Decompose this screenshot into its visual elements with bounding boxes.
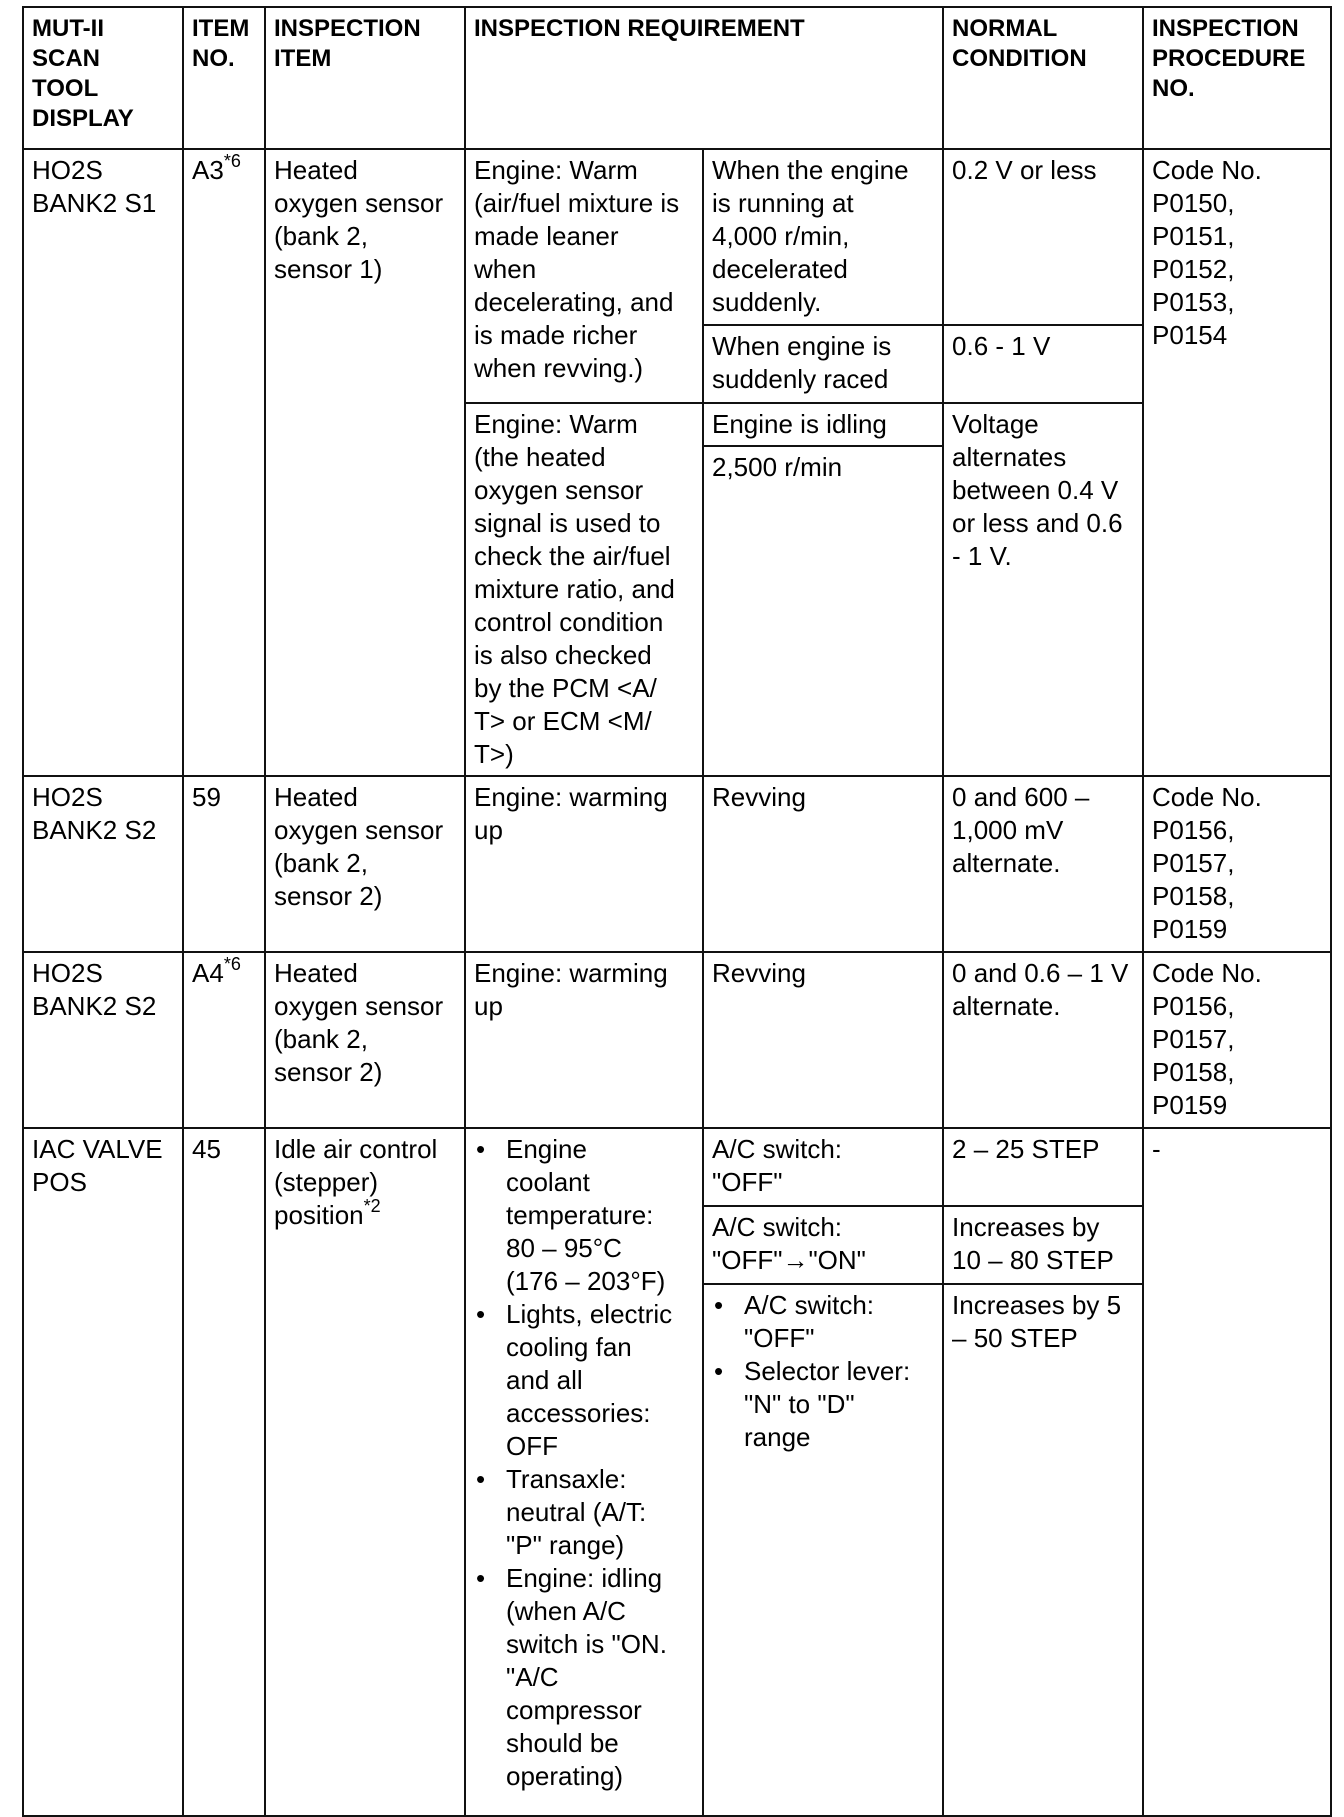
inspection-item-cell: Idle air control (stepper) position$^{*2}$ — [265, 1128, 465, 1816]
header-normal-condition: NORMAL CONDITION — [943, 7, 1143, 149]
header-inspection-requirement: INSPECTION REQUIREMENT — [465, 7, 943, 149]
condition-cell: 2,500 r/min — [703, 446, 943, 776]
normal-condition-cell: 0.6 - 1 V — [943, 325, 1143, 403]
table-row — [23, 1128, 1331, 1206]
item-no-cell: 45 — [183, 1128, 265, 1816]
inspection-requirement-cell: Engine: Warm (the heated oxygen sensor signal is used to check the air/fuel mixture ratio, and control condition is also checked by the PCM <A/ T> or ECM <M/ T>) — [465, 403, 703, 776]
condition-bullet-list — [704, 1289, 934, 1454]
list-item: • Transaxle: neutral (A/T: "P" range) — [506, 1463, 694, 1562]
condition-cell: Revving — [703, 776, 943, 952]
item-no-cell: A4$^{*6}$ — [183, 952, 265, 1128]
list-item: • Selector lever: "N" to "D" range — [744, 1355, 934, 1454]
normal-condition-cell: 0 and 0.6 – 1 V alternate. — [943, 952, 1143, 1128]
inspection-requirement-cell: Engine: warming up — [465, 952, 703, 1128]
list-item: • Engine: idling (when A/C switch is "ON. "A/C compressor should be operating) — [506, 1562, 694, 1793]
table-row — [23, 952, 1331, 1128]
scan-tool-display-cell: HO2S BANK2 S1 — [23, 149, 183, 776]
inspection-item-cell: Heated oxygen sensor (bank 2, sensor 2) — [265, 776, 465, 952]
procedure-cell: - — [1143, 1128, 1331, 1816]
list-item: • Engine coolant temperature: 80 – 95°C (176 – 203°F) — [506, 1133, 694, 1298]
list-item: • Lights, electric cooling fan and all accessories: OFF — [506, 1298, 694, 1463]
header-item-no: ITEM NO. — [183, 7, 265, 149]
header-inspection-procedure: INSPECTION PROCEDURE NO. — [1143, 7, 1331, 149]
procedure-cell: Code No. P0156, P0157, P0158, P0159 — [1143, 776, 1331, 952]
normal-condition-cell: 2 – 25 STEP — [943, 1128, 1143, 1206]
table-row — [23, 149, 1331, 325]
normal-condition-cell: Voltage alternates between 0.4 V or less and 0.6 - 1 V. — [943, 403, 1143, 776]
procedure-cell: Code No. P0150, P0151, P0152, P0153, P0154 — [1143, 149, 1331, 776]
inspection-requirement-cell — [465, 1128, 703, 1816]
condition-cell: When engine is suddenly raced — [703, 325, 943, 403]
inspection-item-cell: Heated oxygen sensor (bank 2, sensor 2) — [265, 952, 465, 1128]
scan-tool-display-cell: HO2S BANK2 S2 — [23, 952, 183, 1128]
scan-tool-display-cell: IAC VALVE POS — [23, 1128, 183, 1816]
procedure-cell: Code No. P0156, P0157, P0158, P0159 — [1143, 952, 1331, 1128]
header-inspection-item: INSPECTION ITEM — [265, 7, 465, 149]
condition-cell — [703, 1284, 943, 1816]
inspection-requirement-cell: Engine: Warm (air/fuel mixture is made leaner when decelerating, and is made richer when revving.) — [465, 149, 703, 403]
item-no-cell: 59 — [183, 776, 265, 952]
normal-condition-cell: Increases by 5 – 50 STEP — [943, 1284, 1143, 1816]
item-no-cell: A3$^{*6}$ — [183, 149, 265, 776]
inspection-table — [22, 6, 1332, 1817]
header-scan-tool-display: MUT-II SCAN TOOL DISPLAY — [23, 7, 183, 149]
condition-cell: When the engine is running at 4,000 r/min, decelerated suddenly. — [703, 149, 943, 325]
condition-cell: A/C switch: "OFF"→"ON" — [703, 1206, 943, 1284]
scan-tool-display-cell: HO2S BANK2 S2 — [23, 776, 183, 952]
list-item: • A/C switch: "OFF" — [744, 1289, 934, 1355]
inspection-item-cell: Heated oxygen sensor (bank 2, sensor 1) — [265, 149, 465, 776]
condition-cell: Revving — [703, 952, 943, 1128]
requirement-bullet-list — [466, 1133, 694, 1793]
condition-cell: Engine is idling — [703, 403, 943, 446]
table-header-row — [23, 7, 1331, 149]
table-row — [23, 776, 1331, 952]
normal-condition-cell: 0.2 V or less — [943, 149, 1143, 325]
inspection-requirement-cell: Engine: warming up — [465, 776, 703, 952]
condition-cell: A/C switch: "OFF" — [703, 1128, 943, 1206]
normal-condition-cell: Increases by 10 – 80 STEP — [943, 1206, 1143, 1284]
normal-condition-cell: 0 and 600 – 1,000 mV alternate. — [943, 776, 1143, 952]
